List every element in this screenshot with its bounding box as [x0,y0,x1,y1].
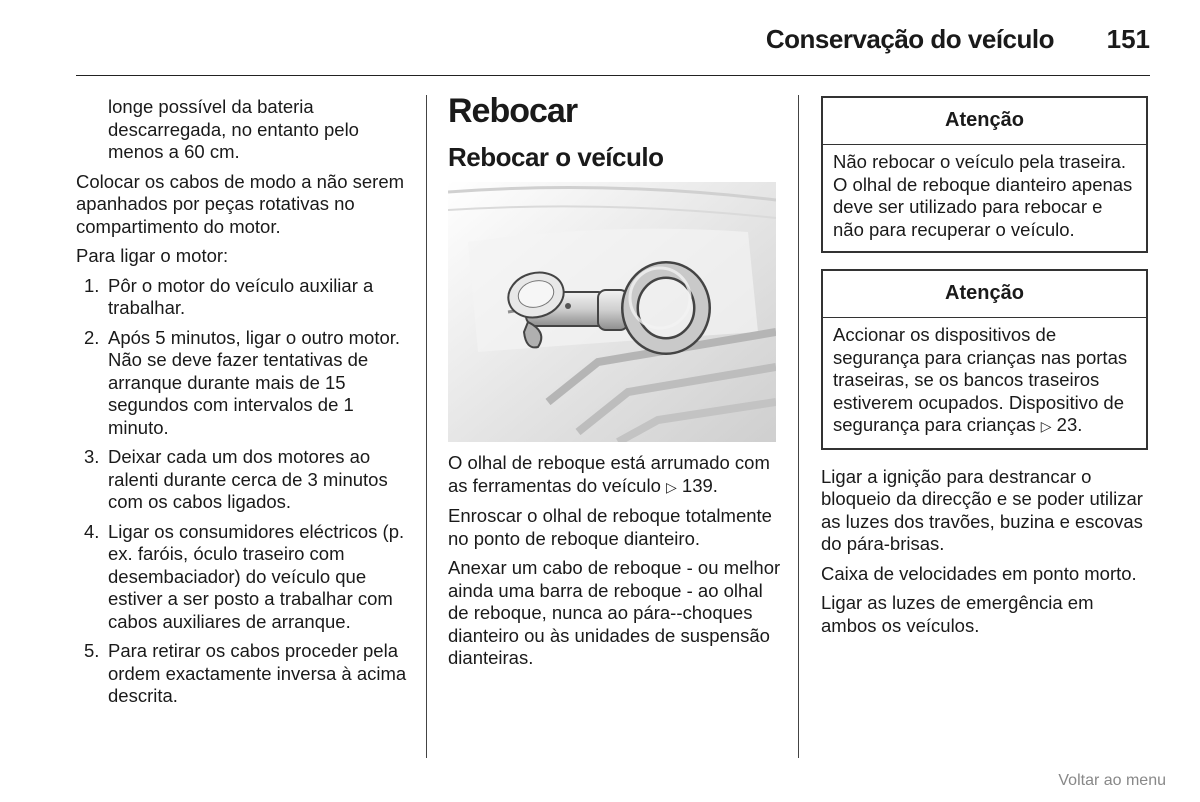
step-number: 1. [84,274,100,296]
column-2 [448,92,782,677]
subsection-heading: Rebocar o veículo [448,142,664,172]
list-item [76,521,410,634]
list-item [76,275,410,320]
step-text: Pôr o motor do veículo auxiliar a trabalhar. [108,274,374,318]
step-number: 4. [84,520,100,542]
warning-text: Não rebocar o veículo pela traseira. O olhal de reboque dianteiro apenas deve ser utilizado para rebocar e não para recuperar o veículo. [833,151,1133,240]
continued-text: longe possível da bateria descarregada, no entanto pelo menos a 60 cm. [108,96,359,162]
section-title: Conservação do veículo [765,24,1054,54]
step-text: Deixar cada um dos motores ao ralenti durante cerca de 3 minutos com os cabos ligados. [108,446,388,512]
paragraph: Ligar a ignição para destrancar o bloqueio da direcção e se poder utilizar as luzes dos travões, buzina e escovas do pára-brisas. [821,465,1143,554]
warning-box [821,269,1148,450]
reference-arrow-icon[interactable]: ▷ [666,478,677,495]
paragraph: O olhal de reboque está arrumado com as ferramentas do veículo ▷ 139. [448,452,770,496]
column-3 [821,96,1148,644]
paragraph: Para ligar o motor: [76,245,229,266]
header-divider [76,75,1150,76]
step-number: 2. [84,326,100,348]
steps-list [76,275,410,708]
paragraph: Ligar as luzes de emergência em ambos os veículos. [821,592,1094,636]
step-number: 3. [84,446,100,467]
section-heading: Rebocar [448,92,578,130]
paragraph: Caixa de velocidades em ponto morto. [821,562,1137,584]
warning-text: Accionar os dispositivos de segurança para crianças nas portas traseiras, se os bancos traseiros estiverem ocupados. Dispositivo de segurança para crianças ▷ 23. [833,324,1128,435]
reference-arrow-icon[interactable]: ▷ [1040,418,1052,434]
warning-title: Atenção [823,271,1146,318]
list-item [76,640,410,708]
page-reference[interactable]: 139. [681,474,718,496]
tow-eye-illustration [448,182,776,442]
column-1 [76,96,410,715]
warning-box [821,96,1148,253]
warning-title: Atenção [823,98,1146,145]
step-number: 5. [84,640,100,661]
paragraph: Colocar os cabos de modo a não serem apanhados por peças rotativas no compartimento do motor. [76,170,405,237]
column-divider-left [426,95,427,758]
back-to-menu-link[interactable]: Voltar ao menu [1058,772,1166,789]
page-reference[interactable]: 23. [1056,414,1083,435]
list-item [76,327,410,440]
paragraph: Enroscar o olhal de reboque totalmente no ponto de reboque dianteiro. [448,505,772,549]
column-divider-right [798,95,799,758]
step-text: Ligar os consumidores eléctricos (p. ex. faróis, óculo traseiro com desembaciador) do veículo que estiver a ser posto a trabalhar com cabos auxiliares de arranque. [108,520,405,632]
list-item [76,446,410,514]
paragraph: Anexar um cabo de reboque - ou melhor ainda uma barra de reboque - ao olhal de reboque, nunca ao pára--choques dianteiro ou às unidades de suspensão dianteiras. [448,557,781,668]
page-number: 151 [1106,24,1150,54]
step-text: Para retirar os cabos proceder pela ordem exactamente inversa à acima descrita. [108,640,407,706]
step-text: Após 5 minutos, ligar o outro motor. Não se deve fazer tentativas de arranque durante mais de 15 segundos com intervalos de 1 minuto. [108,326,401,438]
